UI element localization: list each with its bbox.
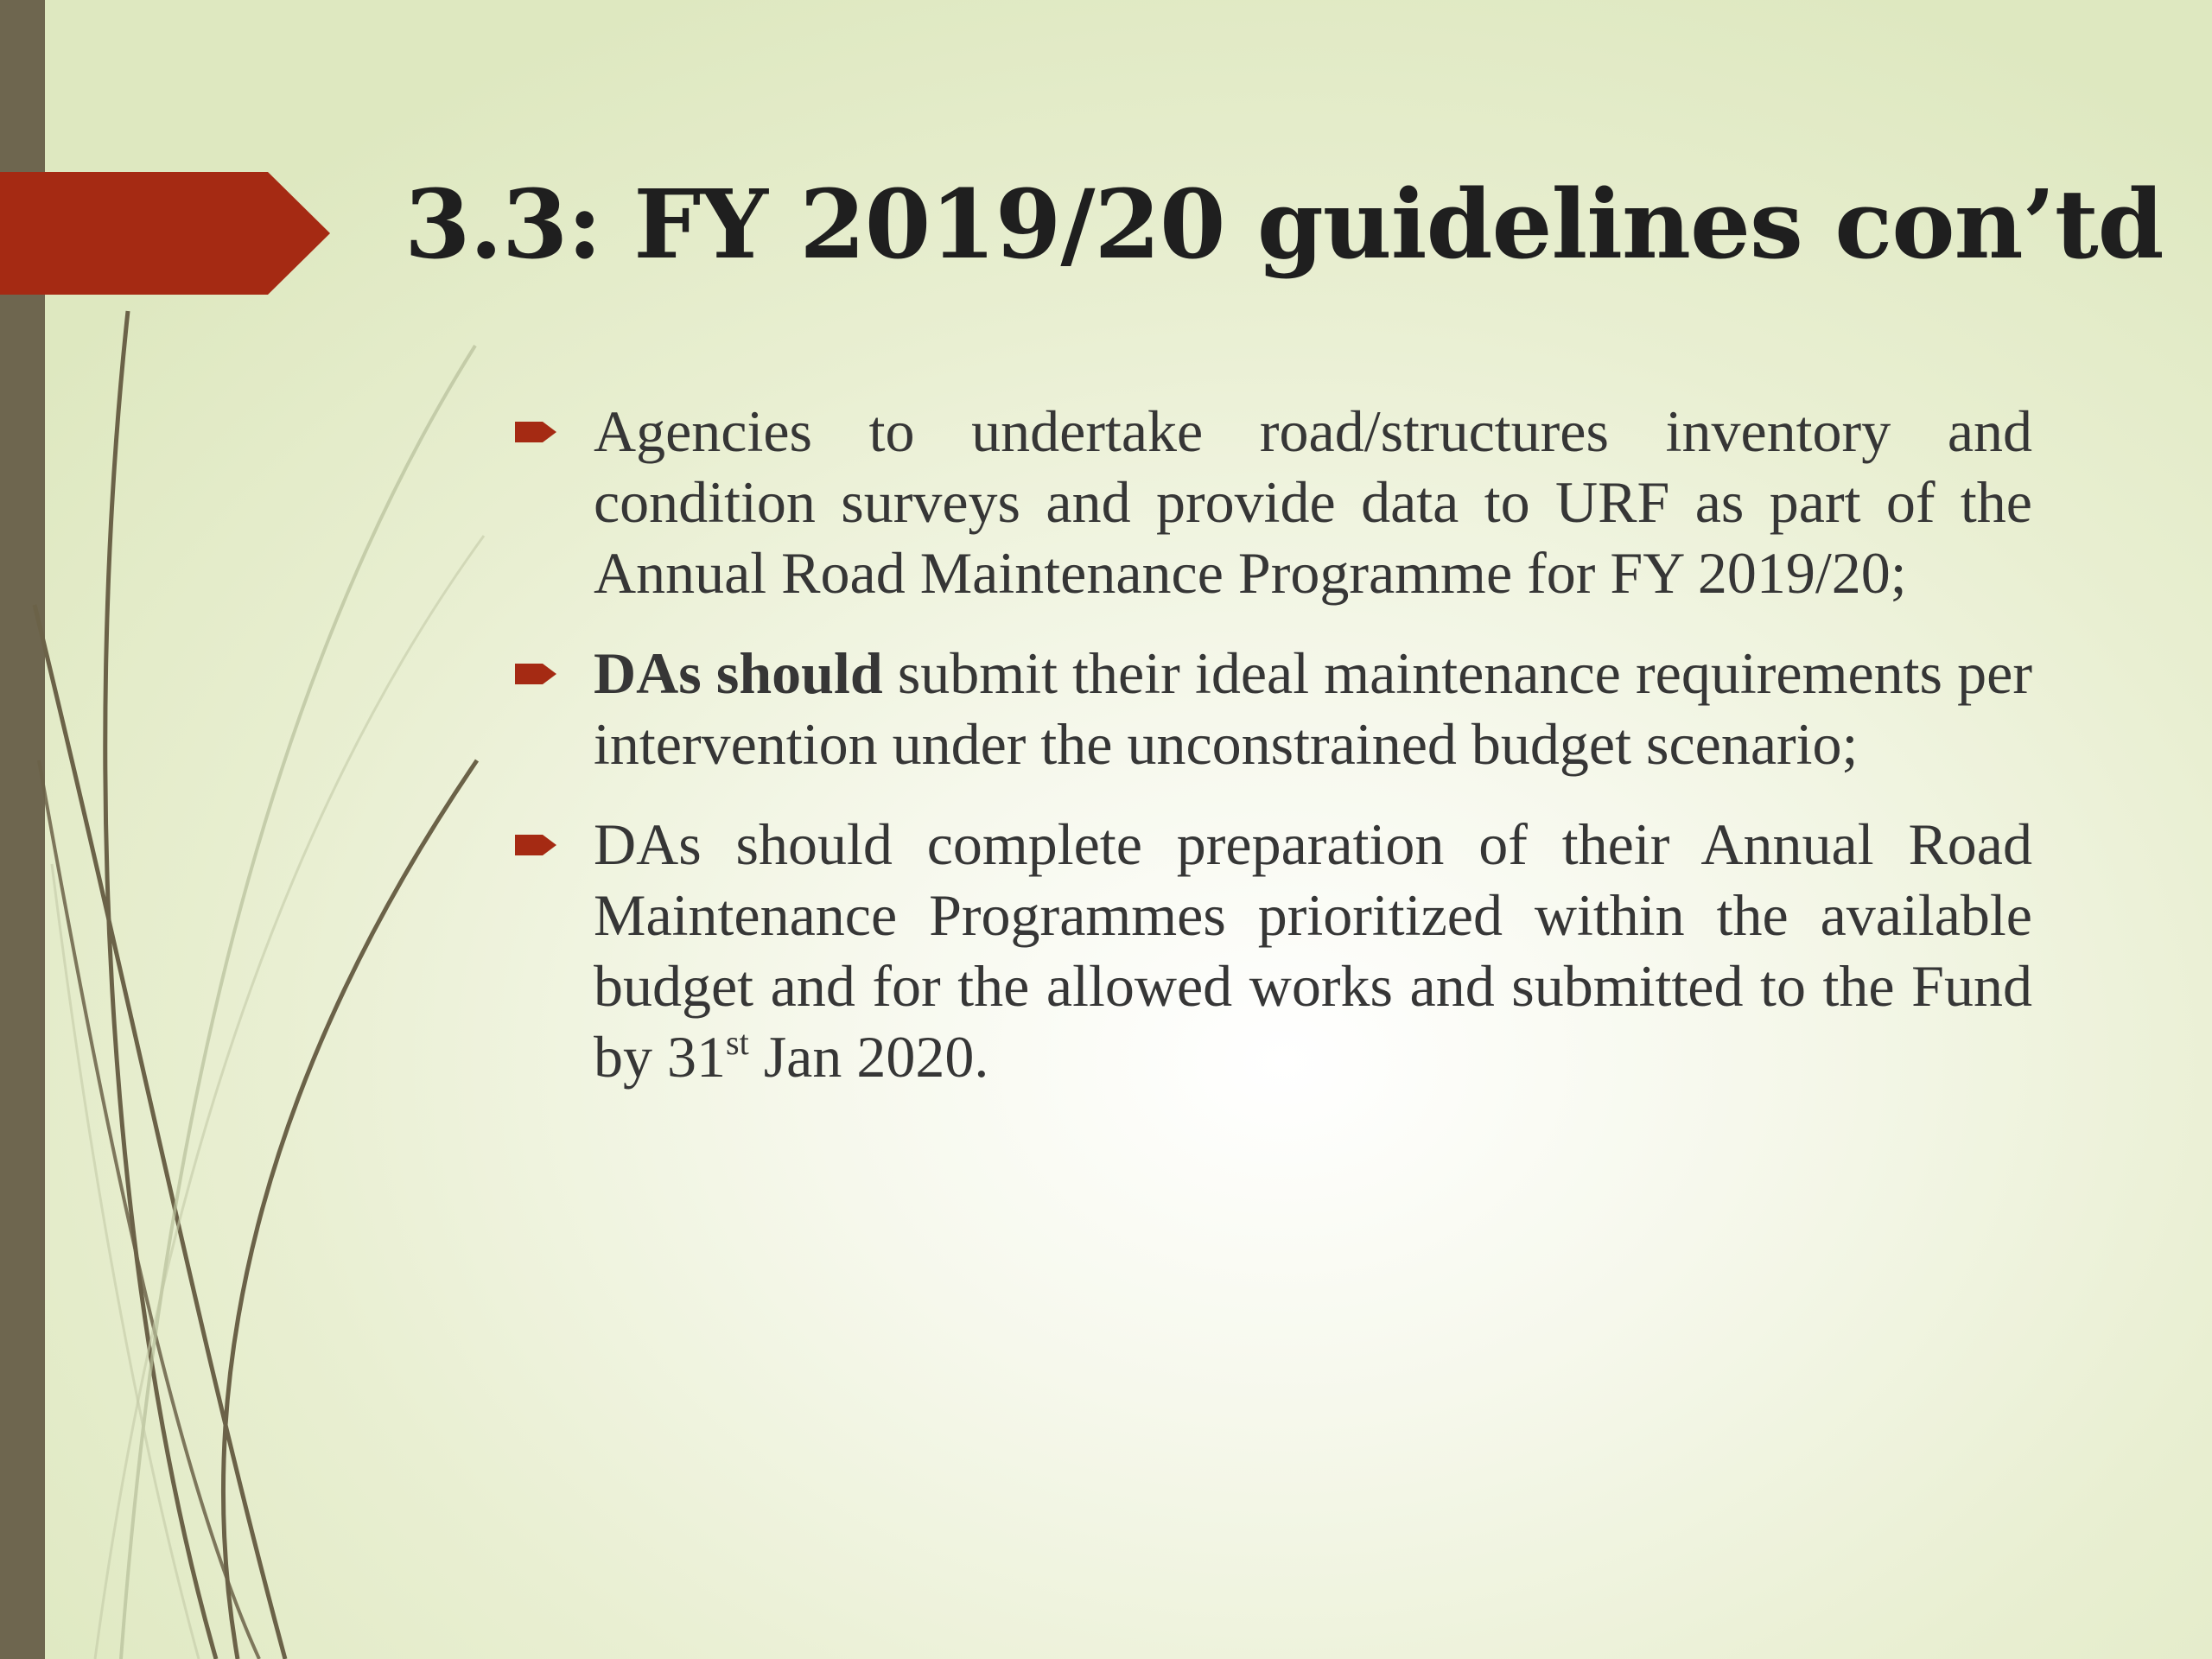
bullet-text-end: Jan 2020. (748, 1024, 989, 1090)
bullet-item-3 (512, 809, 2032, 1092)
bullet-item-2 (512, 638, 2032, 779)
bullet-text: DAs should complete preparation of their Annual Road Maintenance Programmes prioritized within the available budget and for the allowed works and submitted to the Fund by 31 (594, 811, 2032, 1090)
bullet-text: Agencies to undertake road/structures inventory and condition surveys and provide data to URF as part of the Annual Road Maintenance Programme for FY 2019/20; (594, 398, 2032, 606)
title-accent-arrow (0, 172, 330, 295)
arrow-bullet-icon (512, 657, 560, 691)
arrow-bullet-icon (512, 415, 560, 449)
ordinal-superscript: st (726, 1023, 749, 1062)
bullet-item-1 (512, 396, 2032, 608)
bullet-bold-text: DAs should (594, 640, 883, 706)
arrow-bullet-icon (512, 828, 560, 862)
slide-title: 3.3: FY 2019/20 guidelines con’td (404, 168, 2164, 280)
bullet-text: submit their ideal maintenance requirements per intervention under the unconstrained budget scenario; (594, 640, 2032, 777)
bullet-list (512, 396, 2032, 1122)
